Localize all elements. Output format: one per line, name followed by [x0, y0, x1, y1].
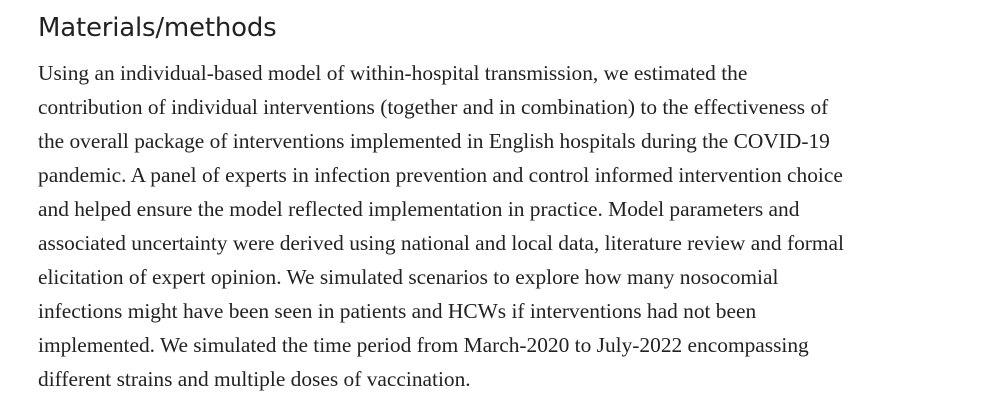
paragraph-line: implemented. We simulated the time period from March-2020 to July-2022 encompassing — [38, 333, 809, 357]
section-paragraph — [38, 56, 988, 396]
materials-methods-section — [38, 10, 988, 396]
paragraph-line: associated uncertainty were derived using national and local data, literature review and formal — [38, 231, 844, 255]
paragraph-line: contribution of individual interventions (together and in combination) to the effectiveness of — [38, 95, 829, 119]
paragraph-line: elicitation of expert opinion. We simulated scenarios to explore how many nosocomial — [38, 265, 779, 289]
paragraph-line: infections might have been seen in patients and HCWs if interventions had not been — [38, 299, 757, 323]
paragraph-line: and helped ensure the model reflected implementation in practice. Model parameters and — [38, 197, 800, 221]
paragraph-line: Using an individual-based model of within-hospital transmission, we estimated the — [38, 61, 748, 85]
paragraph-line: the overall package of interventions implemented in English hospitals during the COVID-19 — [38, 129, 830, 153]
paragraph-line: different strains and multiple doses of vaccination. — [38, 367, 471, 391]
paragraph-line: pandemic. A panel of experts in infection prevention and control informed intervention choice — [38, 163, 843, 187]
section-heading: Materials/methods — [38, 13, 277, 43]
